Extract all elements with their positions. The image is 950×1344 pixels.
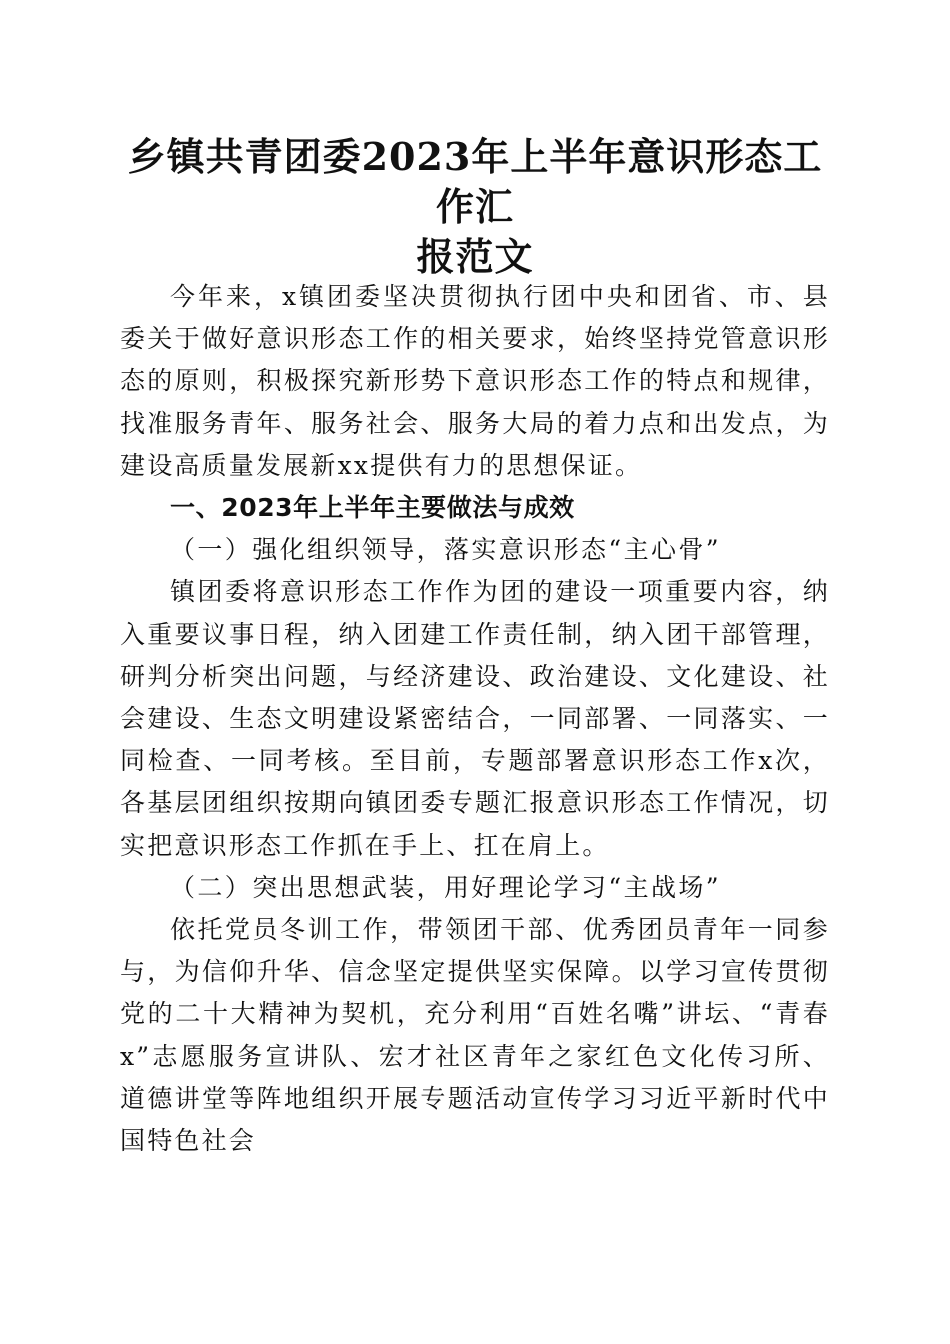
document-title-line-1: 乡镇共青团委2023年上半年意识形态工作汇: [127, 134, 823, 229]
document-title: [120, 132, 830, 282]
subsection-1-paragraph: 镇团委将意识形态工作作为团的建设一项重要内容，纳入重要议事日程，纳入团建工作责任制，纳入团干部管理，研判分析突出问题，与经济建设、政治建设、文化建设、社会建设、生态文明建设紧密结合，一同部署、一同落实、一同检查、一同考核。至目前，专题部署意识形态工作x次，各基层团组织按期向镇团委专题汇报意识形态工作情况，切实把意识形态工作抓在手上、扛在肩上。: [120, 577, 830, 860]
intro-paragraph: 今年来，x镇团委坚决贯彻执行团中央和团省、市、县委关于做好意识形态工作的相关要求，始终坚持党管意识形态的原则，积极探究新形势下意识形态工作的特点和规律，找准服务青年、服务社会、服务大局的着力点和出发点，为建设高质量发展新xx提供有力的思想保证。: [120, 282, 830, 480]
subsection-heading-1: （一）强化组织领导，落实意识形态“主心骨”: [170, 535, 721, 565]
subsection-heading-2: （二）突出思想武装，用好理论学习“主战场”: [170, 872, 721, 902]
document-title-line-2: 报范文: [416, 234, 534, 279]
section-heading-1: 一、2023年上半年主要做法与成效: [170, 493, 575, 523]
document-body: [120, 276, 830, 1162]
subsection-2-paragraph: 依托党员冬训工作，带领团干部、优秀团员青年一同参与，为信仰升华、信念坚定提供坚实保障。以学习宣传贯彻党的二十大精神为契机，充分利用“百姓名嘴”讲坛、“青春x”志愿服务宣讲队、宏才社区青年之家红色文化传习所、道德讲堂等阵地组织开展专题活动宣传学习习近平新时代中国特色社会: [120, 915, 830, 1156]
